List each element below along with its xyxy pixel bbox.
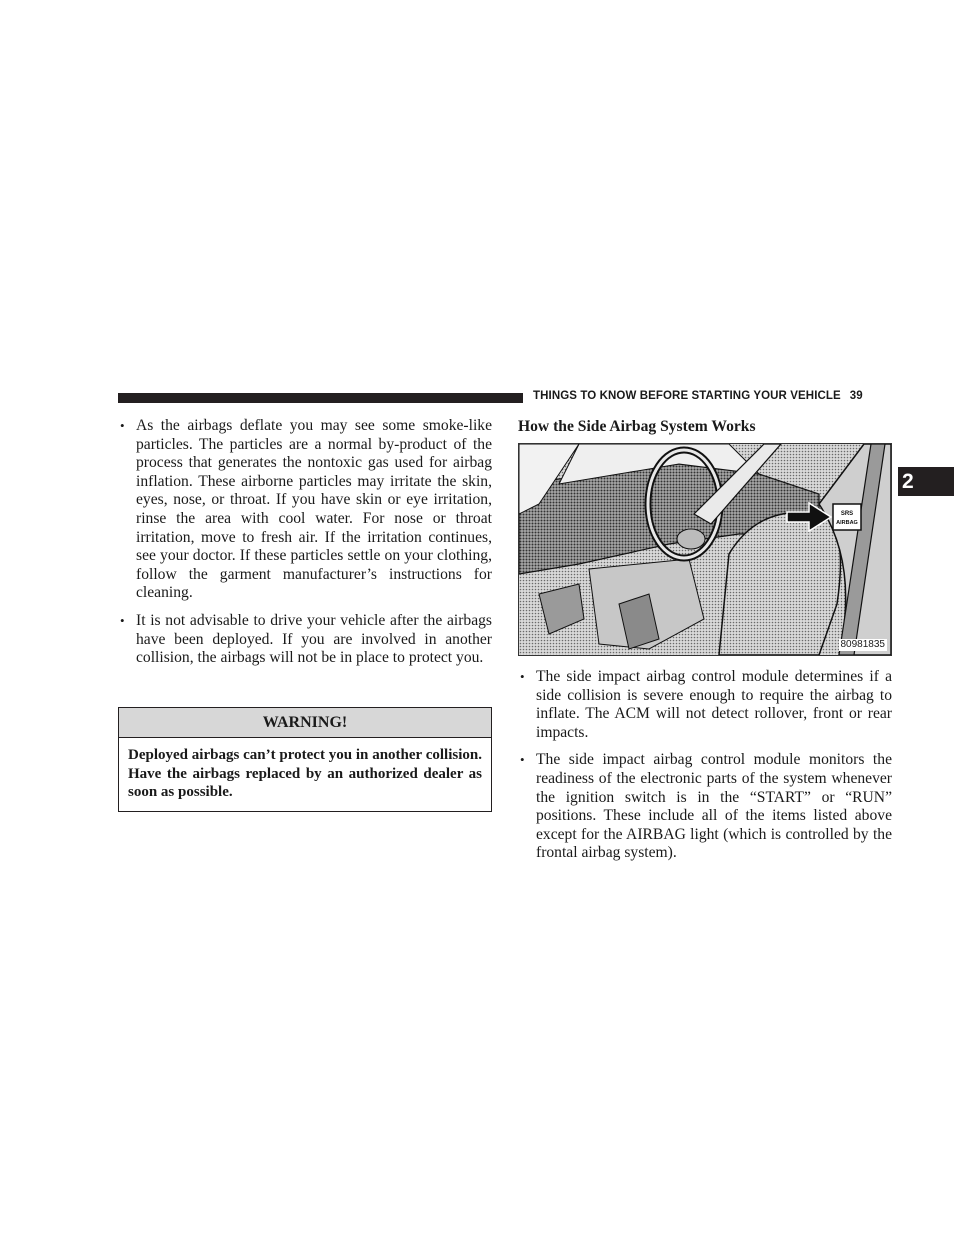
- side-airbag-illustration: [518, 443, 892, 656]
- right-column: [518, 417, 892, 872]
- bullet-item: • The side impact airbag control module monitors the readiness of the electronic parts of the system whenever the ignition switch is in the “START” or “RUN” positions. These include all of the items listed above except for the AIRBAG light (which is controlled by the frontal airbag system).: [518, 751, 892, 863]
- chapter-tab: 2: [898, 467, 954, 496]
- airbag-label: AIRBAG: [836, 520, 858, 526]
- page-number: 39: [849, 390, 863, 402]
- header-title: THINGS TO KNOW BEFORE STARTING YOUR VEHICLE: [533, 390, 841, 402]
- section-heading: How the Side Airbag System Works: [518, 418, 756, 435]
- bullet-item: • The side impact airbag control module determines if a side collision is severe enough to require the airbag to inflate. The ACM will not detect rollover, front or rear impacts.: [518, 668, 892, 742]
- warning-box: [118, 707, 492, 812]
- bullet-item: • It is not advisable to drive your vehicle after the airbags have been deployed. If you are involved in another collision, the airbags will not be in place to protect you.: [118, 612, 492, 668]
- figure-code: 80981835: [840, 639, 885, 650]
- header-bar: [118, 393, 523, 403]
- bullet-item: • As the airbags deflate you may see some smoke-like particles. The particles are a normal by-product of the process that generates the nontoxic gas used for airbag inflation. These airborne particles may irritate the skin, eyes, nose, or throat. If you have skin or eye irritation, rinse the area with cool water. For nose or throat irritation, move to fresh air. If the irritation continues, see your doctor. If these particles settle on your clothing, follow the garment manufacturer’s instructions for cleaning.: [118, 417, 492, 603]
- vehicle-interior-drawing: [519, 444, 891, 655]
- srs-label: SRS: [840, 511, 854, 517]
- warning-title: WARNING!: [119, 708, 491, 738]
- left-column: [118, 417, 492, 677]
- running-header: [533, 390, 863, 402]
- warning-body: Deployed airbags can’t protect you in another collision. Have the airbags replaced by an authorized dealer as soon as possible.: [128, 747, 482, 801]
